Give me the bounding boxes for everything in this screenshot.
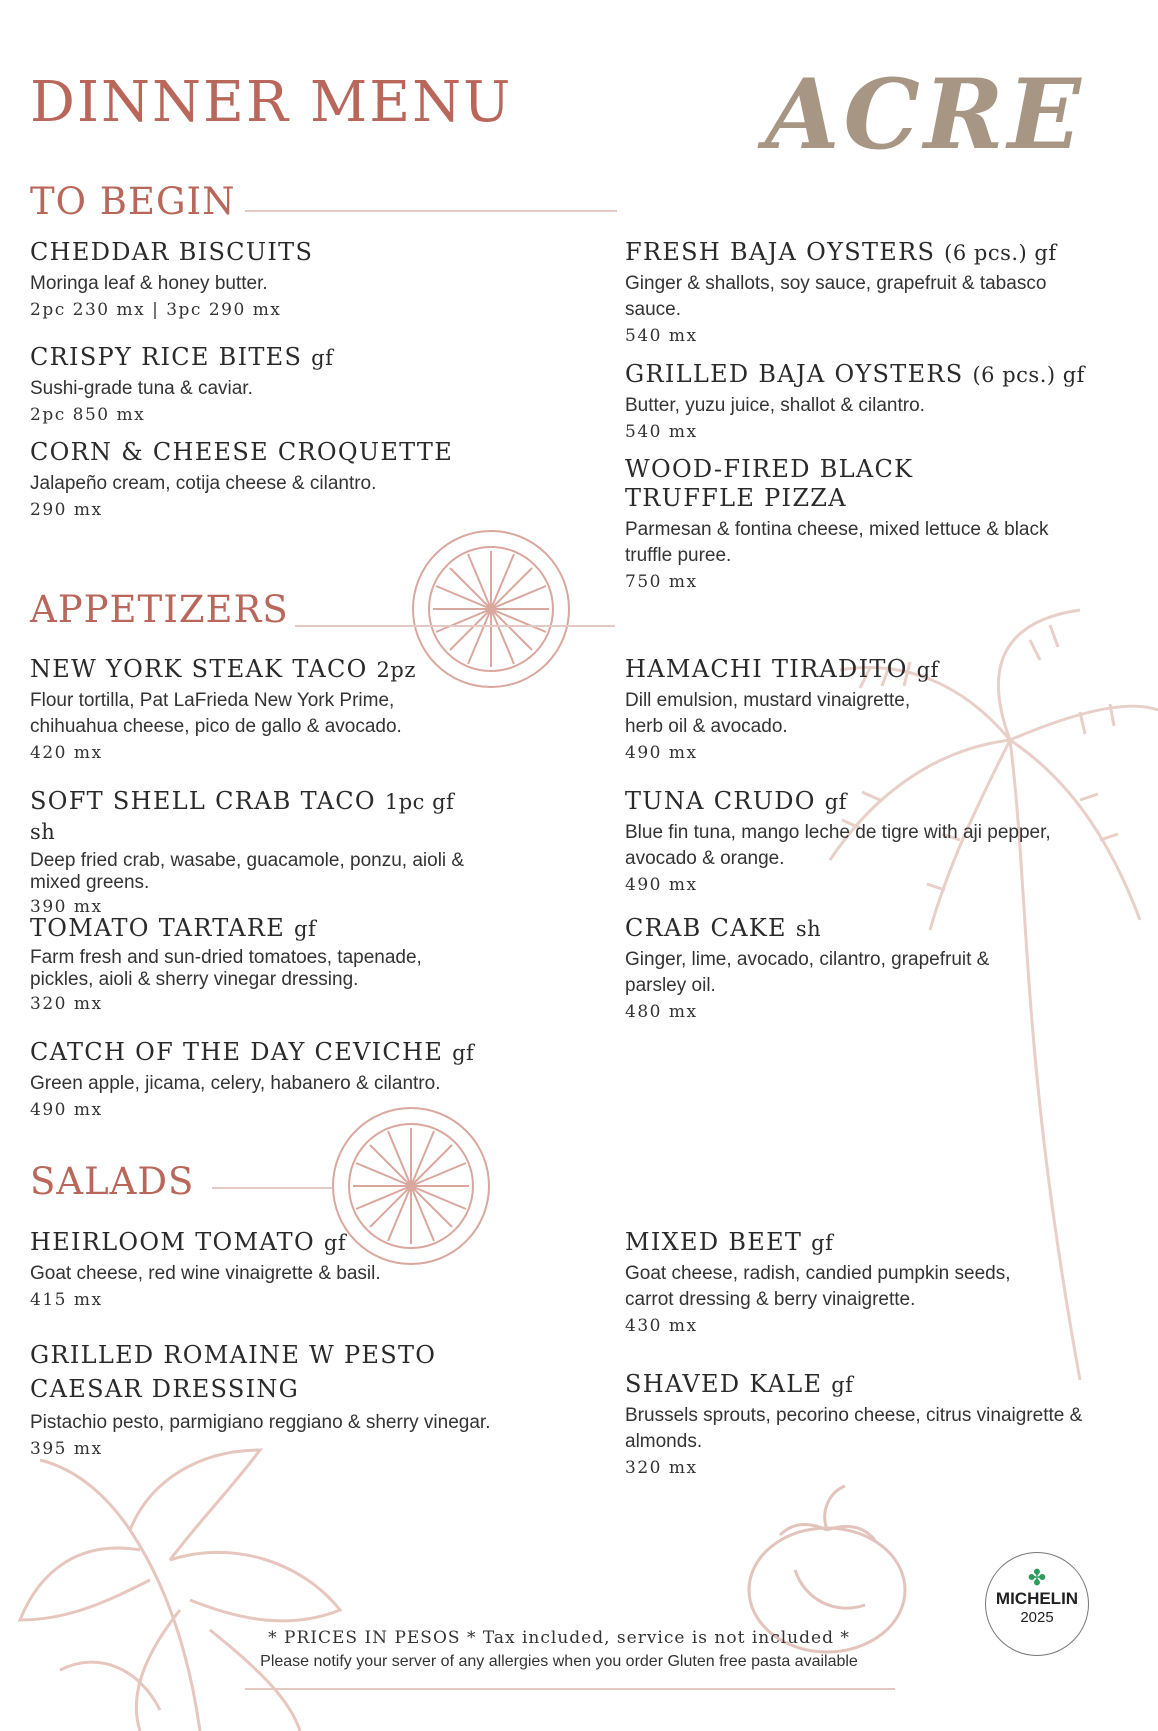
- menu-item: [30, 438, 550, 520]
- item-price: 480 mx: [625, 1002, 698, 1022]
- item-price: 540 mx: [625, 422, 698, 442]
- menu-item: [625, 360, 1095, 442]
- item-price: 415 mx: [30, 1290, 103, 1310]
- item-name: TOMATO TARTARE: [30, 914, 286, 942]
- item-price: 320 mx: [625, 1458, 698, 1478]
- item-tag: gf: [916, 658, 939, 682]
- menu-item: [625, 1370, 1105, 1478]
- item-name: CHEDDAR BISCUITS: [30, 238, 314, 266]
- item-name: SHAVED KALE: [625, 1370, 823, 1398]
- section-title-salads: SALADS: [30, 1160, 195, 1203]
- menu-item: [30, 787, 470, 917]
- item-description: Moringa leaf & honey butter.: [30, 273, 268, 294]
- menu-item: [625, 914, 1045, 1022]
- menu-item: [625, 1228, 1055, 1336]
- item-price: 420 mx: [30, 743, 103, 763]
- item-tag: (6 pcs.) gf: [944, 241, 1057, 265]
- item-price: 390 mx: [30, 897, 103, 917]
- item-name: CORN & CHEESE CROQUETTE: [30, 438, 454, 466]
- menu-item: [30, 238, 550, 320]
- item-description: Green apple, jicama, celery, habanero & cilantro.: [30, 1073, 441, 1094]
- item-tag: gf: [311, 346, 334, 370]
- item-name: NEW YORK STEAK TACO: [30, 655, 368, 683]
- item-name: GRILLED BAJA OYSTERS: [625, 360, 964, 388]
- menu-item: [30, 914, 470, 1014]
- item-tag: 2pz: [376, 658, 416, 682]
- item-price: 290 mx: [30, 500, 103, 520]
- item-tag: gf: [831, 1373, 854, 1397]
- item-price: 490 mx: [625, 743, 698, 763]
- item-price: 395 mx: [30, 1439, 103, 1459]
- item-name: TUNA CRUDO: [625, 787, 816, 815]
- item-description: Flour tortilla, Pat LaFrieda New York Prime, chihuahua cheese, pico de gallo & avocado.: [30, 690, 402, 737]
- menu-item: [30, 343, 550, 425]
- item-description: Parmesan & fontina cheese, mixed lettuce & black truffle puree.: [625, 519, 1049, 566]
- item-price: 320 mx: [30, 994, 103, 1014]
- item-tag: 1pc gf sh: [30, 790, 455, 844]
- menu-item: [30, 1228, 550, 1310]
- item-name: GRILLED ROMAINE W PESTO CAESAR DRESSING: [30, 1341, 437, 1403]
- pricing-note: * PRICES IN PESOS * Tax included, service is not included *: [268, 1628, 850, 1648]
- item-tag: sh: [795, 917, 822, 941]
- item-price: 540 mx: [625, 326, 698, 346]
- item-name: HEIRLOOM TOMATO: [30, 1228, 315, 1256]
- item-description: Sushi-grade tuna & caviar.: [30, 378, 253, 399]
- section-divider: [295, 625, 615, 627]
- michelin-label: MICHELIN: [995, 1589, 1079, 1608]
- item-tag: gf: [294, 917, 317, 941]
- item-description: Brussels sprouts, pecorino cheese, citrus vinaigrette & almonds.: [625, 1405, 1083, 1452]
- item-price: 2pc 230 mx | 3pc 290 mx: [30, 300, 282, 320]
- item-description: Dill emulsion, mustard vinaigrette, herb oil & avocado.: [625, 690, 911, 737]
- item-description: Goat cheese, red wine vinaigrette & basil.: [30, 1263, 381, 1284]
- item-name: CRISPY RICE BITES: [30, 343, 303, 371]
- item-name: HAMACHI TIRADITO: [625, 655, 908, 683]
- menu-item: [30, 1038, 530, 1120]
- menu-item: [625, 455, 1065, 592]
- section-title-appetizers: APPETIZERS: [30, 588, 289, 631]
- menu-item: [625, 238, 1095, 346]
- item-description: Ginger, lime, avocado, cilantro, grapefruit & parsley oil.: [625, 949, 990, 996]
- item-tag: gf: [811, 1231, 834, 1255]
- menu-title: DINNER MENU: [30, 70, 513, 135]
- item-description: Pistachio pesto, parmigiano reggiano & sherry vinegar.: [30, 1412, 491, 1433]
- item-price: 490 mx: [30, 1100, 103, 1120]
- item-name: CATCH OF THE DAY CEVICHE: [30, 1038, 444, 1066]
- item-tag: gf: [323, 1231, 347, 1255]
- acre-logo: ACRE: [765, 58, 1085, 171]
- item-name: WOOD-FIRED BLACK TRUFFLE PIZZA: [625, 455, 914, 512]
- footer-divider: [245, 1688, 895, 1690]
- item-description: Deep fried crab, wasabe, guacamole, ponzu, aioli & mixed greens.: [30, 850, 465, 893]
- item-description: Ginger & shallots, soy sauce, grapefruit & tabasco sauce.: [625, 273, 1047, 320]
- michelin-year: 2025: [1020, 1609, 1054, 1626]
- item-tag: gf: [824, 790, 847, 814]
- menu-item: [625, 787, 1105, 895]
- item-description: Goat cheese, radish, candied pumpkin seeds, carrot dressing & berry vinaigrette.: [625, 1263, 1011, 1310]
- item-price: 750 mx: [625, 572, 698, 592]
- item-description: Blue fin tuna, mango leche de tigre with aji pepper, avocado & orange.: [625, 822, 1051, 869]
- section-divider: [245, 210, 617, 212]
- menu-item: [30, 1338, 570, 1459]
- item-price: 2pc 850 mx: [30, 405, 146, 425]
- section-title-to-begin: TO BEGIN: [30, 180, 236, 223]
- section-divider: [212, 1187, 332, 1189]
- item-price: 490 mx: [625, 875, 698, 895]
- item-name: CRAB CAKE: [625, 914, 787, 942]
- item-description: Jalapeño cream, cotija cheese & cilantro.: [30, 473, 377, 494]
- menu-item: [625, 655, 945, 763]
- michelin-clover-icon: ✤: [1027, 1565, 1047, 1590]
- item-name: FRESH BAJA OYSTERS: [625, 238, 936, 266]
- allergy-note: Please notify your server of any allergies when you order Gluten free pasta available: [260, 1653, 858, 1670]
- item-name: MIXED BEET: [625, 1228, 803, 1256]
- item-tag: (6 pcs.) gf: [972, 363, 1085, 387]
- item-name: SOFT SHELL CRAB TACO: [30, 787, 376, 815]
- item-price: 430 mx: [625, 1316, 698, 1336]
- item-description: Farm fresh and sun-dried tomatoes, tapenade, pickles, aioli & sherry vinegar dressing.: [30, 947, 422, 990]
- menu-item: [30, 655, 470, 763]
- item-tag: gf: [452, 1041, 475, 1065]
- item-description: Butter, yuzu juice, shallot & cilantro.: [625, 395, 925, 416]
